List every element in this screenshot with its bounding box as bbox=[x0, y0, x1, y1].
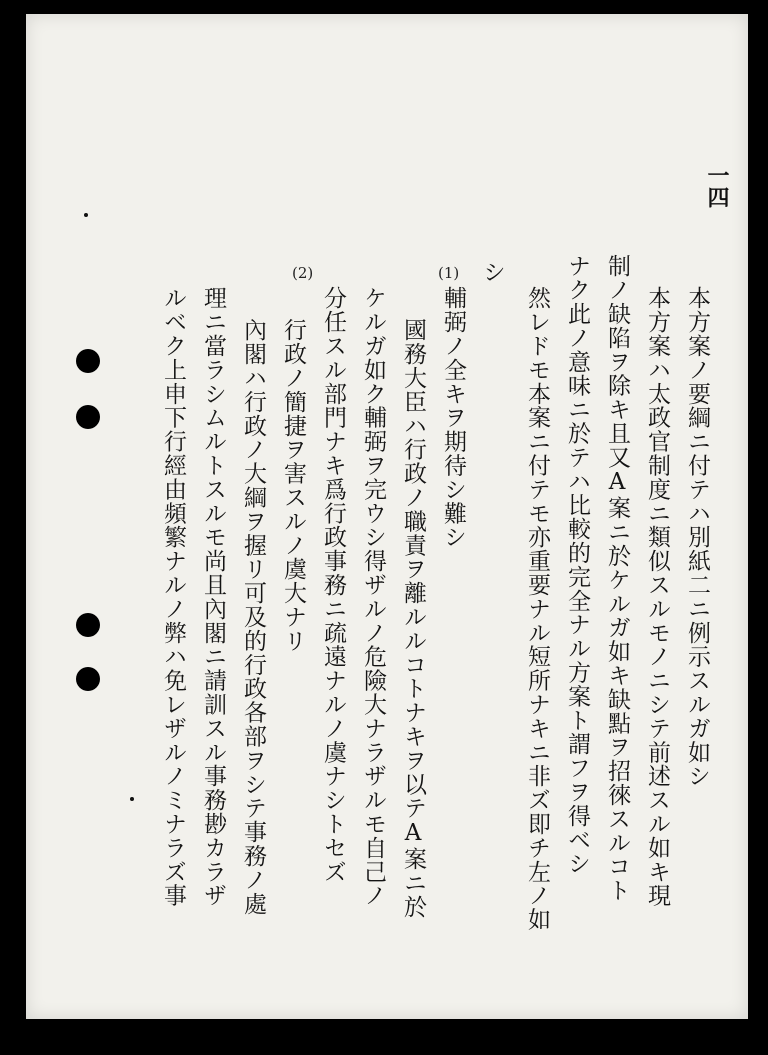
item-marker-1: (1) bbox=[438, 264, 460, 282]
text-column-10: 內閣ハ行政ノ大綱ヲ握リ可及的行政各部ヲシテ事務ノ處 bbox=[240, 318, 266, 916]
text-column-1: 本方案ノ要綱ニ付テハ別紙二ニ例示スルガ如シ bbox=[684, 286, 710, 788]
text-column-2: 本方案ハ太政官制度ニ類似スルモノニシテ前述スル如キ現 bbox=[644, 286, 670, 908]
text-column-3: 制ノ缺陷ヲ除キ且又A案ニ於ケルガ如キ缺點ヲ招徠スルコト bbox=[604, 254, 630, 903]
text-column-9: 分任スル部門ナキ爲行政事務ニ疏遠ナルノ虞ナシトセズ bbox=[320, 286, 346, 884]
heading-item-2: 行政ノ簡捷ヲ害スルノ虞大ナリ bbox=[280, 318, 306, 653]
text-column-5: 然レドモ本案ニ付テモ亦重要ナル短所ナキニ非ズ即チ左ノ如 bbox=[524, 286, 550, 932]
binding-hole bbox=[76, 405, 100, 429]
heading-item-1: 輔弼ノ全キヲ期待シ難シ bbox=[440, 286, 466, 549]
text-column-7: 國務大臣ハ行政ノ職責ヲ離ルルコトナキヲ以テA案ニ於 bbox=[400, 318, 426, 919]
ink-speck bbox=[84, 213, 88, 217]
binding-hole bbox=[76, 667, 100, 691]
document-page bbox=[26, 14, 748, 1019]
text-column-6: シ bbox=[479, 260, 505, 284]
text-column-4: ナク此ノ意味ニ於テハ比較的完全ナル方案ト謂フヲ得ベシ bbox=[564, 254, 590, 876]
item-marker-2: (2) bbox=[292, 264, 314, 282]
text-column-11: 理ニ當ラシムルトスルモ尚且內閣ニ請訓スル事務尠カラザ bbox=[200, 286, 226, 908]
ink-speck bbox=[130, 797, 134, 801]
page-number: 一四 bbox=[704, 164, 730, 208]
text-column-12: ルベク上申下行經由頻繁ナルノ弊ハ免レザルノミナラズ事 bbox=[160, 286, 186, 908]
binding-hole bbox=[76, 613, 100, 637]
binding-hole bbox=[76, 349, 100, 373]
text-column-8: ケルガ如ク輔弼ヲ完ウシ得ザルノ危險大ナラザルモ自己ノ bbox=[360, 286, 386, 908]
